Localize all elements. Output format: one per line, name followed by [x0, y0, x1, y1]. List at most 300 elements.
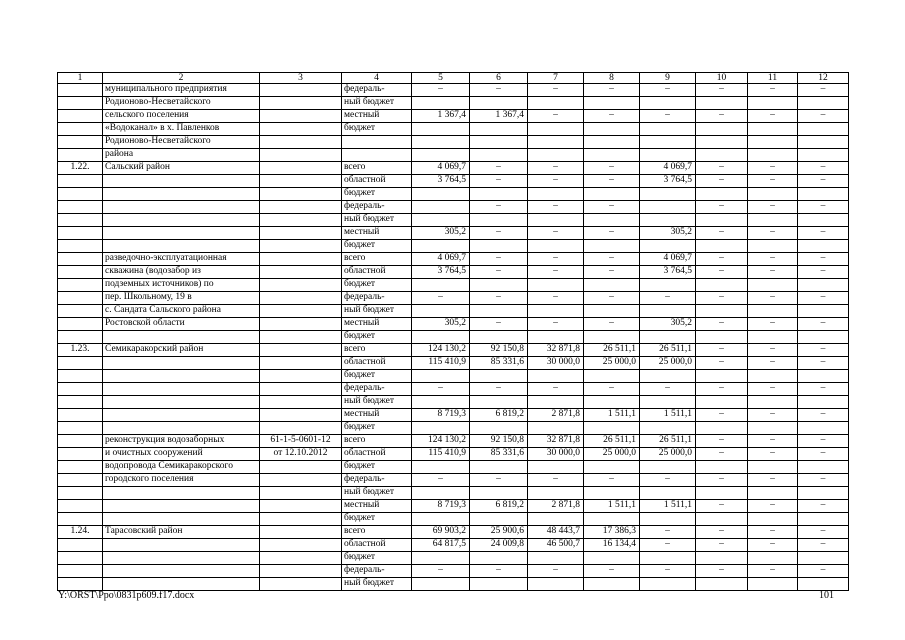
table-cell: [260, 214, 342, 227]
table-cell: [260, 240, 342, 253]
table-cell: 4 069,7: [412, 253, 470, 266]
header-cell: 2: [103, 73, 260, 84]
table-cell: [260, 500, 342, 513]
header-cell: 6: [470, 73, 528, 84]
table-cell: –: [748, 526, 798, 539]
table-cell: [260, 292, 342, 305]
table-cell: –: [696, 344, 748, 357]
table-cell: [748, 513, 798, 526]
table-cell: 25 000,0: [640, 357, 696, 370]
table-row: [58, 149, 849, 162]
table-cell: [260, 539, 342, 552]
table-cell: [640, 149, 696, 162]
table-cell: [470, 305, 528, 318]
table-cell: –: [748, 565, 798, 578]
table-cell: 6 819,2: [470, 409, 528, 422]
table-cell: [696, 188, 748, 201]
table-cell: [798, 149, 849, 162]
table-cell: [58, 188, 103, 201]
table-cell: [470, 97, 528, 110]
table-row: [58, 318, 849, 331]
table-cell: сельского поселения: [103, 110, 260, 123]
table-cell: –: [798, 344, 849, 357]
table-cell: [260, 110, 342, 123]
table-cell: [696, 331, 748, 344]
table-cell: 25 900,6: [470, 526, 528, 539]
table-cell: 4 069,7: [640, 253, 696, 266]
table-cell: [584, 552, 640, 565]
header-cell: 12: [798, 73, 849, 84]
table-cell: [260, 175, 342, 188]
table-cell: федераль-: [342, 383, 412, 396]
table-cell: [58, 110, 103, 123]
table-cell: [260, 396, 342, 409]
table-row: [58, 331, 849, 344]
table-cell: –: [528, 253, 584, 266]
table-cell: 26 511,1: [640, 435, 696, 448]
header-cell: 7: [528, 73, 584, 84]
table-cell: 25 000,0: [584, 357, 640, 370]
table-cell: –: [696, 539, 748, 552]
table-cell: [696, 149, 748, 162]
table-cell: местный: [342, 500, 412, 513]
table-cell: –: [528, 175, 584, 188]
table-cell: –: [696, 162, 748, 175]
table-row: [58, 565, 849, 578]
table-cell: [103, 487, 260, 500]
table-cell: [58, 422, 103, 435]
table-cell: [58, 149, 103, 162]
table-cell: [798, 487, 849, 500]
header-cell: 11: [748, 73, 798, 84]
table-cell: [528, 578, 584, 591]
table-cell: бюджет: [342, 461, 412, 474]
table-cell: 92 150,8: [470, 435, 528, 448]
table-cell: Сальский район: [103, 162, 260, 175]
table-row: [58, 292, 849, 305]
table-cell: 30 000,0: [528, 357, 584, 370]
table-cell: 124 130,2: [412, 435, 470, 448]
table-cell: скважина (водозабор из: [103, 266, 260, 279]
table-cell: [58, 539, 103, 552]
table-cell: [260, 84, 342, 97]
table-cell: [470, 279, 528, 292]
table-cell: [103, 578, 260, 591]
table-row: [58, 279, 849, 292]
table-cell: 1 367,4: [412, 110, 470, 123]
header-cell: 5: [412, 73, 470, 84]
table-cell: [748, 149, 798, 162]
table-cell: –: [696, 474, 748, 487]
table-cell: –: [696, 318, 748, 331]
table-cell: [260, 123, 342, 136]
table-cell: 3 764,5: [412, 175, 470, 188]
table-cell: [798, 214, 849, 227]
file-path: Y:\ORST\Ppo\0831p609.f17.docx: [58, 590, 195, 601]
table-cell: [58, 513, 103, 526]
table-cell: [528, 240, 584, 253]
table-row: [58, 474, 849, 487]
table-cell: [696, 552, 748, 565]
table-cell: от 12.10.2012: [260, 448, 342, 461]
table-cell: [103, 396, 260, 409]
table-cell: бюджет: [342, 552, 412, 565]
table-cell: 25 000,0: [640, 448, 696, 461]
table-cell: [260, 162, 342, 175]
table-cell: [58, 227, 103, 240]
table-cell: [412, 97, 470, 110]
table-cell: –: [584, 383, 640, 396]
table-cell: муниципального предприятия: [103, 84, 260, 97]
table-cell: [696, 305, 748, 318]
table-cell: [58, 331, 103, 344]
table-cell: [412, 201, 470, 214]
table-cell: –: [470, 227, 528, 240]
table-cell: бюджет: [342, 370, 412, 383]
table-cell: [260, 279, 342, 292]
table-cell: всего: [342, 344, 412, 357]
table-cell: 69 903,2: [412, 526, 470, 539]
table-cell: [640, 188, 696, 201]
table-cell: и очистных сооружений: [103, 448, 260, 461]
table-cell: –: [640, 565, 696, 578]
table-cell: [748, 188, 798, 201]
table-cell: [103, 370, 260, 383]
table-cell: [584, 305, 640, 318]
table-cell: областной: [342, 539, 412, 552]
table-cell: [798, 578, 849, 591]
table-cell: –: [748, 383, 798, 396]
table-cell: [58, 578, 103, 591]
table-cell: [528, 149, 584, 162]
table-row: [58, 214, 849, 227]
table-row: [58, 526, 849, 539]
table-cell: –: [798, 474, 849, 487]
table-row: [58, 370, 849, 383]
table-cell: [798, 331, 849, 344]
table-cell: [640, 552, 696, 565]
table-cell: –: [748, 474, 798, 487]
table-cell: [528, 136, 584, 149]
table-cell: –: [798, 383, 849, 396]
table-cell: федераль-: [342, 84, 412, 97]
table-cell: 3 764,5: [412, 266, 470, 279]
table-cell: –: [798, 318, 849, 331]
table-cell: [640, 370, 696, 383]
table-cell: [696, 422, 748, 435]
table-cell: [58, 123, 103, 136]
table-cell: 115 410,9: [412, 448, 470, 461]
table-cell: Родионово-Несветайского: [103, 97, 260, 110]
table-cell: –: [696, 500, 748, 513]
table-cell: местный: [342, 110, 412, 123]
table-cell: [528, 97, 584, 110]
table-cell: –: [412, 84, 470, 97]
table-cell: –: [798, 409, 849, 422]
table-cell: водопровода Семикаракорского: [103, 461, 260, 474]
table-cell: –: [696, 565, 748, 578]
table-row: [58, 396, 849, 409]
table-cell: ный бюджет: [342, 97, 412, 110]
table-cell: областной: [342, 266, 412, 279]
table-cell: 26 511,1: [584, 435, 640, 448]
table-cell: 25 000,0: [584, 448, 640, 461]
table-cell: всего: [342, 253, 412, 266]
table-cell: [470, 552, 528, 565]
table-cell: [696, 396, 748, 409]
table-cell: 32 871,8: [528, 344, 584, 357]
table-cell: –: [528, 162, 584, 175]
table-cell: [528, 513, 584, 526]
table-cell: [584, 487, 640, 500]
table-row: [58, 84, 849, 97]
table-cell: [58, 201, 103, 214]
table-cell: [528, 552, 584, 565]
table-row: [58, 162, 849, 175]
table-header-row: [58, 73, 849, 84]
table-cell: [640, 487, 696, 500]
table-cell: –: [798, 357, 849, 370]
table-cell: 305,2: [640, 318, 696, 331]
table-cell: [103, 513, 260, 526]
table-cell: 6 819,2: [470, 500, 528, 513]
table-cell: [103, 409, 260, 422]
table-cell: областной: [342, 357, 412, 370]
table-cell: 1 367,4: [470, 110, 528, 123]
table-cell: Родионово-Несветайского: [103, 136, 260, 149]
table-cell: –: [748, 292, 798, 305]
table-cell: ный бюджет: [342, 305, 412, 318]
table-cell: местный: [342, 318, 412, 331]
table-cell: [470, 240, 528, 253]
table-cell: [470, 123, 528, 136]
table-cell: –: [798, 448, 849, 461]
table-cell: –: [528, 84, 584, 97]
table-cell: [260, 565, 342, 578]
table-cell: –: [748, 435, 798, 448]
table-row: [58, 409, 849, 422]
table-cell: [412, 396, 470, 409]
table-cell: 4 069,7: [640, 162, 696, 175]
table-cell: –: [528, 474, 584, 487]
table-cell: [640, 201, 696, 214]
table-cell: [640, 240, 696, 253]
table-cell: [584, 149, 640, 162]
table-cell: –: [640, 539, 696, 552]
table-row: [58, 201, 849, 214]
header-cell: 10: [696, 73, 748, 84]
table-body: [58, 84, 849, 591]
table-cell: федераль-: [342, 474, 412, 487]
table-cell: с. Сандата Сальского района: [103, 305, 260, 318]
table-row: [58, 487, 849, 500]
table-cell: –: [470, 318, 528, 331]
table-cell: [640, 136, 696, 149]
table-cell: Семикаракорский район: [103, 344, 260, 357]
table-cell: [470, 396, 528, 409]
table-cell: [470, 461, 528, 474]
table-cell: [798, 279, 849, 292]
table-cell: –: [470, 266, 528, 279]
table-cell: [58, 435, 103, 448]
table-cell: [103, 175, 260, 188]
table-cell: –: [470, 175, 528, 188]
table-cell: [696, 578, 748, 591]
table-cell: [412, 214, 470, 227]
table-row: [58, 110, 849, 123]
table-cell: подземных источников) по: [103, 279, 260, 292]
table-cell: района: [103, 149, 260, 162]
table-cell: [103, 214, 260, 227]
table-cell: [342, 136, 412, 149]
table-cell: бюджет: [342, 279, 412, 292]
table-cell: [748, 214, 798, 227]
table-cell: ный бюджет: [342, 396, 412, 409]
table-cell: –: [470, 253, 528, 266]
table-cell: –: [748, 344, 798, 357]
table-cell: бюджет: [342, 123, 412, 136]
table-cell: [528, 214, 584, 227]
table-cell: [528, 487, 584, 500]
table-cell: ный бюджет: [342, 578, 412, 591]
table-cell: –: [748, 357, 798, 370]
table-row: [58, 422, 849, 435]
table-cell: [58, 552, 103, 565]
table-cell: [470, 214, 528, 227]
table-cell: [640, 422, 696, 435]
table-row: [58, 97, 849, 110]
table-cell: –: [584, 227, 640, 240]
table-cell: [748, 97, 798, 110]
table-cell: [470, 487, 528, 500]
table-cell: [58, 136, 103, 149]
table-cell: 46 500,7: [528, 539, 584, 552]
header-cell: 3: [260, 73, 342, 84]
table-cell: [748, 240, 798, 253]
table-cell: [58, 214, 103, 227]
table-cell: [58, 240, 103, 253]
table-cell: –: [640, 84, 696, 97]
table-cell: [260, 370, 342, 383]
table-cell: [696, 97, 748, 110]
table-cell: 124 130,2: [412, 344, 470, 357]
table-cell: [640, 279, 696, 292]
table-cell: –: [696, 448, 748, 461]
table-cell: [528, 396, 584, 409]
table-cell: [748, 136, 798, 149]
table-cell: [748, 370, 798, 383]
table-row: [58, 357, 849, 370]
table-cell: –: [696, 110, 748, 123]
table-cell: [584, 331, 640, 344]
table-cell: –: [584, 292, 640, 305]
table-cell: –: [798, 292, 849, 305]
table-cell: –: [584, 162, 640, 175]
table-cell: –: [528, 266, 584, 279]
table-cell: [748, 552, 798, 565]
table-cell: [696, 370, 748, 383]
table-cell: [412, 149, 470, 162]
table-cell: –: [696, 253, 748, 266]
table-cell: –: [798, 84, 849, 97]
table-cell: 1.22.: [58, 162, 103, 175]
table-cell: –: [528, 227, 584, 240]
table-cell: –: [748, 227, 798, 240]
table-cell: [260, 552, 342, 565]
table-cell: 64 817,5: [412, 539, 470, 552]
table-row: [58, 188, 849, 201]
table-row: [58, 305, 849, 318]
table-cell: 8 719,3: [412, 500, 470, 513]
table-cell: 92 150,8: [470, 344, 528, 357]
table-cell: [748, 123, 798, 136]
table-cell: –: [696, 227, 748, 240]
table-cell: [58, 448, 103, 461]
table-cell: бюджет: [342, 240, 412, 253]
table-cell: –: [748, 253, 798, 266]
table-cell: [584, 396, 640, 409]
table-cell: –: [412, 565, 470, 578]
table-cell: [58, 292, 103, 305]
table-cell: [260, 305, 342, 318]
table-cell: [103, 201, 260, 214]
table-cell: [412, 487, 470, 500]
table-cell: [584, 240, 640, 253]
header-cell: 8: [584, 73, 640, 84]
table-cell: [58, 500, 103, 513]
table-cell: [58, 409, 103, 422]
table-cell: [696, 487, 748, 500]
header-cell: 9: [640, 73, 696, 84]
table-cell: [58, 383, 103, 396]
table-cell: –: [798, 526, 849, 539]
table-cell: 16 134,4: [584, 539, 640, 552]
table-cell: –: [748, 162, 798, 175]
table-cell: [103, 552, 260, 565]
table-cell: [58, 84, 103, 97]
table-cell: [640, 214, 696, 227]
table-cell: [58, 279, 103, 292]
table-cell: –: [584, 84, 640, 97]
table-row: [58, 240, 849, 253]
table-cell: [640, 513, 696, 526]
table-cell: –: [470, 474, 528, 487]
table-cell: [584, 279, 640, 292]
table-row: [58, 227, 849, 240]
table-row: [58, 253, 849, 266]
table-cell: 3 764,5: [640, 266, 696, 279]
table-cell: –: [528, 565, 584, 578]
table-cell: 24 009,8: [470, 539, 528, 552]
table-cell: –: [798, 565, 849, 578]
table-cell: –: [798, 227, 849, 240]
header-cell: 1: [58, 73, 103, 84]
table-cell: [584, 214, 640, 227]
table-cell: [696, 214, 748, 227]
table-cell: [748, 305, 798, 318]
table-cell: всего: [342, 435, 412, 448]
table-cell: [748, 396, 798, 409]
table-cell: [640, 97, 696, 110]
table-cell: [640, 123, 696, 136]
table-cell: [260, 344, 342, 357]
table-cell: 61-1-5-0601-12: [260, 435, 342, 448]
table-cell: [412, 331, 470, 344]
table-cell: 2 871,8: [528, 409, 584, 422]
table-cell: –: [798, 539, 849, 552]
table-cell: [798, 136, 849, 149]
table-cell: –: [748, 409, 798, 422]
